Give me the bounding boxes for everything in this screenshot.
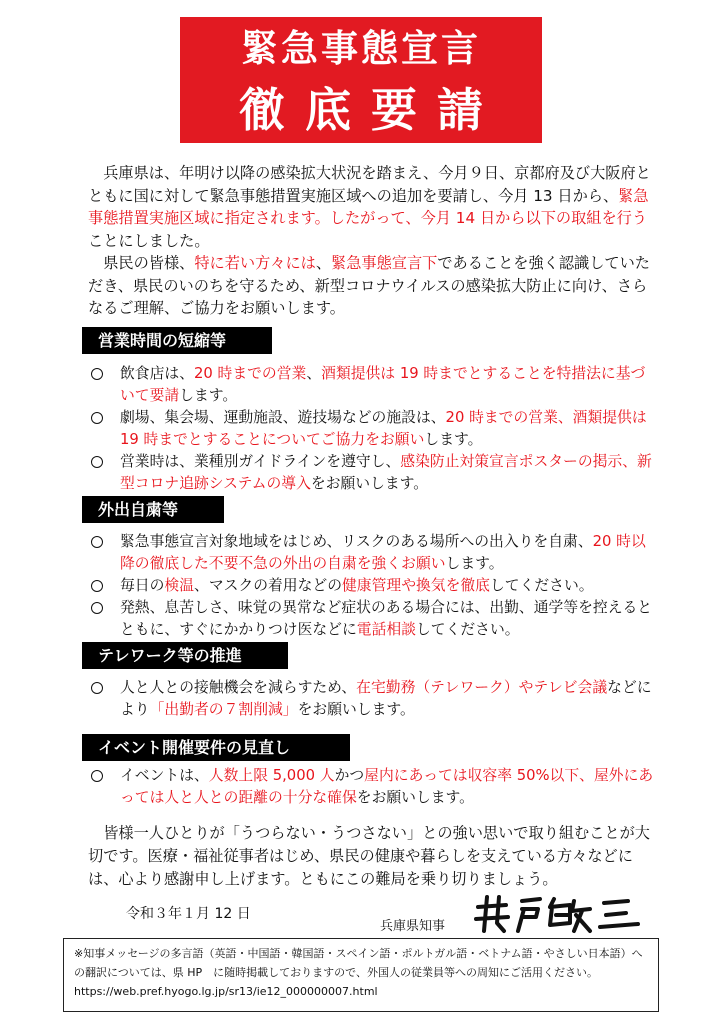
item-text: 人と人との接触機会を減らすため、 [120, 679, 357, 696]
circle-bullet-icon [91, 368, 103, 380]
list-item [88, 575, 656, 597]
banner-line-1: 緊急事態宣言 [241, 27, 481, 70]
intro-p1-tail: ことにしました。 [88, 231, 210, 250]
circle-bullet-icon [91, 412, 103, 424]
item-text: 、 [306, 365, 322, 382]
item-highlight: 感染防止対策宣言ポスターの掲示、新型コロナ追跡システムの導入 [120, 453, 652, 492]
list-item [88, 677, 656, 721]
item-highlight: 「出勤者の７割削減」 [149, 701, 298, 718]
item-highlight: 電話相談 [356, 621, 416, 638]
circle-bullet-icon [91, 682, 103, 694]
section-hours-list [88, 363, 656, 495]
section-heading-hours: 営業時間の短縮等 [82, 327, 272, 354]
item-text: 発熱、息苦しさ、味覚の異常など症状のある場合には、出勤、通学等を控えるとともに、すぐにかかりつけ医などに [120, 599, 653, 638]
item-text: 毎日の [120, 577, 165, 594]
section-heading-events: イベント開催要件の見直し [82, 734, 350, 761]
list-item [88, 451, 656, 495]
intro-text [88, 162, 658, 320]
item-text: イベントは、 [120, 767, 209, 784]
item-text: をお願いします。 [310, 475, 429, 492]
item-highlight: 酒類提供は 19 時までとすることを特措法に基づいて要請 [120, 365, 646, 404]
item-highlight: 屋内にあっては収容率 50%以下、屋外にあっては人と人との距離の十分な確保 [120, 767, 654, 806]
item-highlight: 人数上限 5,000 人 [208, 767, 335, 784]
banner-line-2: 徹底要請 [239, 83, 503, 137]
intro-p1-text: 兵庫県は、年明け以降の感染拡大状況を踏まえ、今月９日、京都府及び大阪府とともに国に対して緊急事態措置実施区域への追加を要請し、今月 13 日から、 [88, 164, 651, 205]
section-telework-list [88, 677, 656, 721]
intro-p2-highlight-a: 特に若い方々には [194, 254, 316, 272]
intro-paragraph-1 [88, 162, 658, 252]
item-highlight: 20 時までの営業、酒類提供は 19 時までとすることについてご協力をお願い [120, 409, 647, 448]
signature [470, 893, 650, 939]
item-text: します。 [424, 431, 483, 448]
item-text: 緊急事態宣言対象地域をはじめ、リスクのある場所への出入りを自粛、 [120, 533, 593, 550]
item-highlight: 健康管理や換気を徹底 [342, 577, 490, 594]
signature-image [470, 893, 650, 935]
item-text: かつ [334, 767, 365, 784]
item-text: 劇場、集会場、運動施設、遊技場などの施設は、 [120, 409, 446, 426]
governor-title: 兵庫県知事 [380, 919, 446, 934]
section-heading-telework: テレワーク等の推進 [82, 642, 288, 669]
intro-paragraph-2 [88, 252, 658, 320]
item-text: 飲食店は、 [120, 365, 194, 382]
item-text: します。 [179, 387, 238, 404]
list-item [88, 363, 656, 407]
closing-message: 皆様一人ひとりが「うつらない・うつさない」との強い思いで取り組むことが大切です。医療・福祉従事者はじめ、県民の健康や暮らしを支えている方々などには、心より感謝申し上げます。ともにこの難局を乗り切りましょう。 [88, 824, 650, 888]
title-banner [180, 17, 542, 143]
item-highlight: 20 時までの営業 [194, 365, 307, 382]
item-text: してください。 [489, 577, 594, 594]
circle-bullet-icon [91, 580, 103, 592]
item-text: をお願いします。 [297, 701, 415, 718]
circle-bullet-icon [91, 536, 103, 548]
circle-bullet-icon [91, 770, 103, 782]
intro-p2-highlight-b: 緊急事態宣言下 [331, 254, 438, 272]
item-text: してください。 [415, 621, 520, 638]
list-item [88, 531, 656, 575]
item-text: 営業時は、業種別ガイドラインを遵守し、 [120, 453, 401, 470]
intro-p2-text: 県民の皆様、 [103, 254, 195, 272]
list-item [88, 407, 656, 451]
section-events-list [88, 765, 656, 809]
intro-p2-comma: 、 [315, 254, 331, 272]
issue-date: 令和３年１月 12 日 [126, 906, 251, 922]
list-item [88, 765, 656, 809]
item-text: などにより [120, 679, 652, 718]
item-text: 、マスクの着用などの [194, 577, 342, 594]
section-heading-outing: 外出自粛等 [82, 496, 224, 523]
item-highlight: 検温 [164, 577, 195, 594]
section-outing-list [88, 531, 656, 641]
item-highlight: 在宅勤務（テレワーク）やテレビ会議 [356, 679, 608, 696]
item-text: します。 [445, 555, 504, 572]
circle-bullet-icon [91, 602, 103, 614]
item-text: をお願いします。 [356, 789, 474, 806]
multilingual-note: ※知事メッセージの多言語（英語・中国語・韓国語・スペイン語・ポルトガル語・ベトナム語・やさしい日本語）への翻訳については、県 HP に随時掲載しておりますので、外国人の従業員等への周知にご活用ください。https://web.pref.hyogo.lg.jp/sr13/ie12_000000007.html [63, 938, 659, 1012]
list-item [88, 597, 656, 641]
intro-p2-tail: であることを強く認識していただき、県民のいのちを守るため、新型コロナウイルスの感染拡大防止に向け、さらなるご理解、ご協力をお願いします。 [88, 254, 650, 317]
intro-p1-highlight: 緊急事態措置実施区域に指定されます。したがって、今月 14 日から以下の取組を行う [88, 186, 649, 227]
item-highlight: 20 時以降の徹底した不要不急の外出の自粛を強くお願い [120, 533, 646, 572]
circle-bullet-icon [91, 456, 103, 468]
